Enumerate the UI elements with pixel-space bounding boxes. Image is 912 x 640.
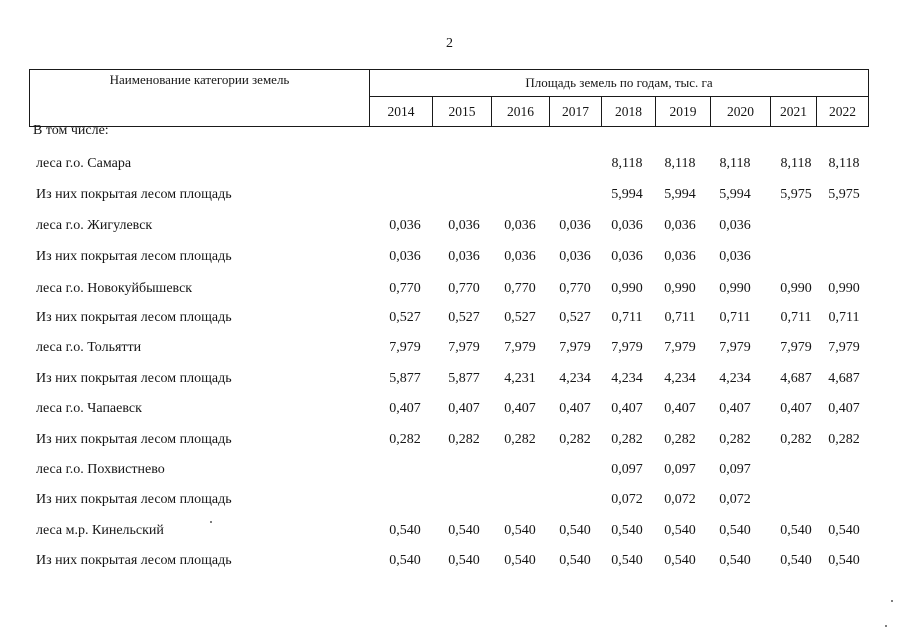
row-label: Из них покрытая лесом площадь xyxy=(36,492,232,507)
value-cell: 0,282 xyxy=(664,432,696,447)
value-cell: 0,407 xyxy=(719,401,751,416)
year-header: 2022 xyxy=(817,97,869,127)
value-cell: 0,770 xyxy=(389,281,421,296)
value-cell: 0,540 xyxy=(559,553,591,568)
table-row xyxy=(0,460,912,480)
value-cell: 0,282 xyxy=(780,432,812,447)
value-cell: 5,877 xyxy=(389,371,421,386)
value-cell: 0,282 xyxy=(559,432,591,447)
value-cell: 0,282 xyxy=(828,432,860,447)
value-cell: 0,770 xyxy=(559,281,591,296)
value-cell: 0,282 xyxy=(448,432,480,447)
table-row xyxy=(0,551,912,571)
value-cell: 0,036 xyxy=(448,249,480,264)
table-row xyxy=(0,154,912,174)
value-cell: 4,687 xyxy=(828,371,860,386)
value-cell: 0,540 xyxy=(389,553,421,568)
value-cell: 0,036 xyxy=(389,249,421,264)
subheading: В том числе: xyxy=(33,123,109,138)
value-cell: 0,527 xyxy=(504,310,536,325)
value-cell: 0,527 xyxy=(389,310,421,325)
value-cell: 0,990 xyxy=(664,281,696,296)
value-cell: 0,036 xyxy=(504,218,536,233)
value-cell: 0,540 xyxy=(664,523,696,538)
header-area: Площадь земель по годам, тыс. га xyxy=(370,70,869,97)
row-label: леса г.о. Похвистнево xyxy=(36,462,165,477)
scan-speck xyxy=(210,521,212,523)
value-cell: 0,407 xyxy=(828,401,860,416)
value-cell: 7,979 xyxy=(828,340,860,355)
table-row xyxy=(0,369,912,389)
table-row xyxy=(0,338,912,358)
value-cell: 0,770 xyxy=(504,281,536,296)
value-cell: 0,540 xyxy=(780,553,812,568)
value-cell: 0,990 xyxy=(828,281,860,296)
value-cell: 8,118 xyxy=(664,156,696,171)
value-cell: 4,234 xyxy=(664,371,696,386)
value-cell: 0,072 xyxy=(719,492,751,507)
value-cell: 0,540 xyxy=(448,553,480,568)
value-cell: 0,097 xyxy=(719,462,751,477)
table-row xyxy=(0,399,912,419)
value-cell: 7,979 xyxy=(448,340,480,355)
value-cell: 0,036 xyxy=(611,218,643,233)
year-header: 2021 xyxy=(771,97,817,127)
year-header: 2017 xyxy=(550,97,602,127)
value-cell: 7,979 xyxy=(559,340,591,355)
year-header: 2018 xyxy=(602,97,656,127)
value-cell: 0,097 xyxy=(664,462,696,477)
value-cell: 0,540 xyxy=(780,523,812,538)
value-cell: 0,540 xyxy=(664,553,696,568)
value-cell: 5,877 xyxy=(448,371,480,386)
row-label: Из них покрытая лесом площадь xyxy=(36,553,232,568)
table-row xyxy=(0,521,912,541)
value-cell: 0,036 xyxy=(559,249,591,264)
year-header: 2016 xyxy=(492,97,550,127)
table-row xyxy=(0,216,912,236)
row-label: леса м.р. Кинельский xyxy=(36,523,164,538)
value-cell: 0,540 xyxy=(504,523,536,538)
value-cell: 0,036 xyxy=(664,249,696,264)
scan-speck xyxy=(885,625,887,627)
value-cell: 5,994 xyxy=(719,187,751,202)
value-cell: 0,990 xyxy=(611,281,643,296)
value-cell: 8,118 xyxy=(719,156,751,171)
value-cell: 0,036 xyxy=(664,218,696,233)
value-cell: 8,118 xyxy=(780,156,812,171)
value-cell: 8,118 xyxy=(828,156,860,171)
value-cell: 0,407 xyxy=(504,401,536,416)
table-row xyxy=(0,279,912,299)
value-cell: 0,072 xyxy=(611,492,643,507)
row-label: леса г.о. Жигулевск xyxy=(36,218,153,233)
value-cell: 0,770 xyxy=(448,281,480,296)
value-cell: 0,282 xyxy=(389,432,421,447)
value-cell: 0,711 xyxy=(719,310,751,325)
value-cell: 0,540 xyxy=(719,553,751,568)
value-cell: 0,407 xyxy=(389,401,421,416)
year-header: 2015 xyxy=(433,97,492,127)
value-cell: 7,979 xyxy=(504,340,536,355)
value-cell: 0,711 xyxy=(611,310,643,325)
value-cell: 4,234 xyxy=(611,371,643,386)
value-cell: 4,234 xyxy=(559,371,591,386)
page-number: 2 xyxy=(446,36,453,51)
value-cell: 0,036 xyxy=(611,249,643,264)
value-cell: 0,540 xyxy=(828,523,860,538)
table-row xyxy=(0,247,912,267)
year-header: 2019 xyxy=(656,97,711,127)
header-category: Наименование категории земель xyxy=(30,70,370,127)
value-cell: 0,540 xyxy=(611,523,643,538)
row-label: Из них покрытая лесом площадь xyxy=(36,432,232,447)
value-cell: 0,527 xyxy=(448,310,480,325)
value-cell: 7,979 xyxy=(719,340,751,355)
table-row xyxy=(0,308,912,328)
value-cell: 0,540 xyxy=(448,523,480,538)
row-label: леса г.о. Новокуйбышевск xyxy=(36,281,193,296)
value-cell: 8,118 xyxy=(611,156,643,171)
value-cell: 0,407 xyxy=(611,401,643,416)
table-row xyxy=(0,185,912,205)
value-cell: 0,036 xyxy=(448,218,480,233)
row-label: Из них покрытая лесом площадь xyxy=(36,249,232,264)
value-cell: 0,036 xyxy=(389,218,421,233)
value-cell: 0,711 xyxy=(780,310,812,325)
value-cell: 0,036 xyxy=(719,218,751,233)
value-cell: 5,994 xyxy=(611,187,643,202)
value-cell: 7,979 xyxy=(664,340,696,355)
value-cell: 0,407 xyxy=(448,401,480,416)
value-cell: 0,407 xyxy=(559,401,591,416)
value-cell: 0,540 xyxy=(389,523,421,538)
value-cell: 0,540 xyxy=(504,553,536,568)
value-cell: 0,282 xyxy=(504,432,536,447)
value-cell: 4,231 xyxy=(504,371,536,386)
row-label: леса г.о. Тольятти xyxy=(36,340,142,355)
value-cell: 0,527 xyxy=(559,310,591,325)
value-cell: 0,711 xyxy=(828,310,860,325)
value-cell: 0,407 xyxy=(780,401,812,416)
value-cell: 0,407 xyxy=(664,401,696,416)
value-cell: 7,979 xyxy=(611,340,643,355)
row-label: леса г.о. Чапаевск xyxy=(36,401,142,416)
value-cell: 4,687 xyxy=(780,371,812,386)
year-header: 2014 xyxy=(370,97,433,127)
value-cell: 0,540 xyxy=(559,523,591,538)
value-cell: 0,036 xyxy=(504,249,536,264)
value-cell: 0,072 xyxy=(664,492,696,507)
row-label: леса г.о. Самара xyxy=(36,156,132,171)
scan-speck xyxy=(891,600,893,602)
value-cell: 0,036 xyxy=(719,249,751,264)
table-row xyxy=(0,430,912,450)
value-cell: 0,990 xyxy=(719,281,751,296)
value-cell: 0,540 xyxy=(828,553,860,568)
value-cell: 5,994 xyxy=(664,187,696,202)
value-cell: 0,282 xyxy=(611,432,643,447)
row-label: Из них покрытая лесом площадь xyxy=(36,310,232,325)
value-cell: 0,036 xyxy=(559,218,591,233)
value-cell: 0,711 xyxy=(664,310,696,325)
value-cell: 0,990 xyxy=(780,281,812,296)
value-cell: 0,540 xyxy=(611,553,643,568)
value-cell: 0,540 xyxy=(719,523,751,538)
table-row xyxy=(0,490,912,510)
value-cell: 5,975 xyxy=(828,187,860,202)
value-cell: 5,975 xyxy=(780,187,812,202)
value-cell: 7,979 xyxy=(780,340,812,355)
value-cell: 0,097 xyxy=(611,462,643,477)
row-label: Из них покрытая лесом площадь xyxy=(36,187,232,202)
value-cell: 4,234 xyxy=(719,371,751,386)
value-cell: 7,979 xyxy=(389,340,421,355)
value-cell: 0,282 xyxy=(719,432,751,447)
year-header: 2020 xyxy=(711,97,771,127)
row-label: Из них покрытая лесом площадь xyxy=(36,371,232,386)
